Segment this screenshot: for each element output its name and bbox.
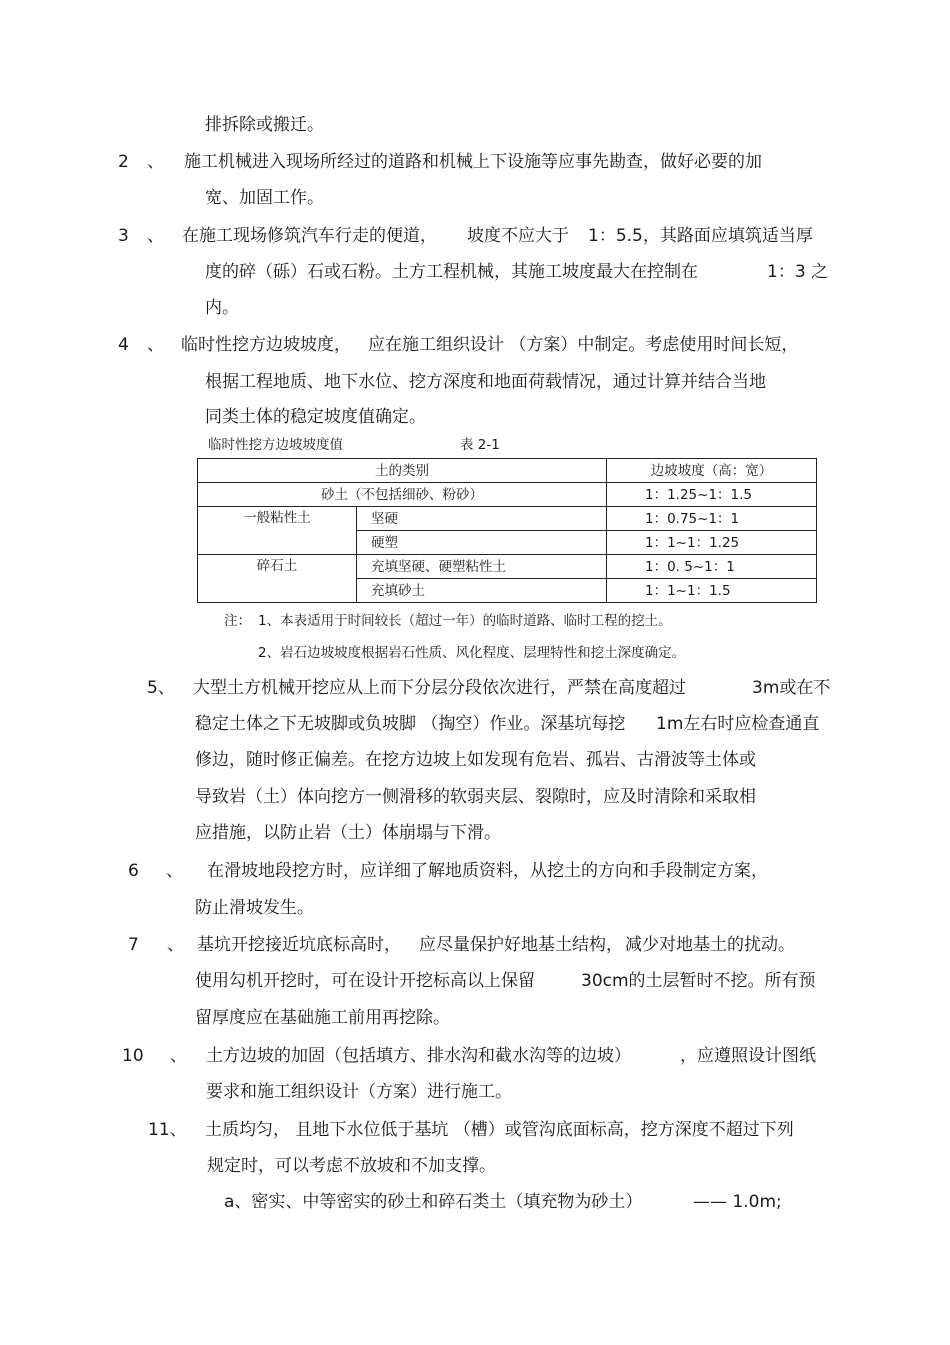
soil-subtype-cell: 充填砂土 <box>357 579 607 603</box>
item-number: 6 <box>128 861 139 881</box>
soil-subtype-cell: 硬塑 <box>357 531 607 555</box>
slope-table <box>197 458 817 603</box>
text-line: 基坑开挖接近坑底标高时， <box>197 935 401 955</box>
table-caption: 临时性挖方边坡坡度值 <box>208 437 343 453</box>
soil-subtype-cell: 充填坚硬、硬塑粘性土 <box>357 555 607 579</box>
note-line: 1、本表适用于时间较长（超过一年）的临时道路、临时工程的挖土。 <box>258 613 672 629</box>
soil-cell: 砂土（不包括细砂、粉砂） <box>198 483 607 507</box>
text-line: 应在施工组织设计 （方案）中制定。考虑使用时间长短， <box>368 335 799 355</box>
text-line: 留厚度应在基础施工前用再挖除。 <box>195 1008 450 1028</box>
text-line: 30cm的土层暂时不挖。所有预 <box>581 971 816 991</box>
text-line: 排拆除或搬迁。 <box>205 115 324 135</box>
table-row <box>198 507 817 531</box>
item-number: 5、 <box>147 678 175 698</box>
text-line: 稳定土体之下无坡脚或负坡脚 （掏空）作业。深基坑每挖 <box>195 714 626 734</box>
slope-cell: 1：1.25~1：1.5 <box>607 483 817 507</box>
header-soil-type: 土的类别 <box>198 459 607 483</box>
item-separator: 、 <box>147 335 164 355</box>
text-line: 防止滑坡发生。 <box>195 898 314 918</box>
slope-cell: 1：1~1：1.5 <box>607 579 817 603</box>
text-line: 根据工程地质、地下水位、挖方深度和地面荷载情况，通过计算并结合当地 <box>205 372 766 392</box>
text-line: 同类土体的稳定坡度值确定。 <box>205 407 426 427</box>
text-line: 坡度不应大于 <box>467 226 569 246</box>
text-line: 临时性挖方边坡坡度， <box>181 335 351 355</box>
text-line: 使用勾机开挖时，可在设计开挖标高以上保留 <box>195 971 535 991</box>
header-slope: 边坡坡度（高：宽） <box>607 459 817 483</box>
slope-cell: 1：1~1：1.25 <box>607 531 817 555</box>
text-line: 1：3 之 <box>767 262 829 282</box>
text-line: 内。 <box>205 298 239 318</box>
text-line: 度的碎（砾）石或石粉。土方工程机械，其施工坡度最大在控制在 <box>205 262 698 282</box>
item-separator: 、 <box>167 935 184 955</box>
item-separator: 、 <box>147 226 164 246</box>
text-line: 要求和施工组织设计（方案）进行施工。 <box>206 1082 512 1102</box>
text-line: 在施工现场修筑汽车行走的便道， <box>182 226 437 246</box>
note-line: 2、岩石边坡坡度根据岩石性质、风化程度、层理特性和挖土深度确定。 <box>258 645 686 661</box>
text-line: 1：5.5，其路面应填筑适当厚 <box>588 226 813 246</box>
item-separator: 、 <box>166 861 183 881</box>
text-line: 修边，随时修正偏差。在挖方边坡上如发现有危岩、孤岩、古滑波等土体或 <box>195 750 756 770</box>
text-line: ，应遵照设计图纸 <box>680 1046 816 1066</box>
table-header-row <box>198 459 817 483</box>
text-line: a、密实、中等密实的砂土和碎石类土（填充物为砂土） <box>224 1192 643 1212</box>
item-number: 2 <box>118 152 129 172</box>
text-line: 土方边坡的加固（包括填方、排水沟和截水沟等的边坡） <box>206 1046 631 1066</box>
text-line: 减少对地基土的扰动。 <box>625 935 795 955</box>
note-label: 注： <box>224 613 251 629</box>
item-separator: 、 <box>170 1046 187 1066</box>
text-line: 土质均匀， 且地下水位低于基坑 （槽）或管沟底面标高，挖方深度不超过下列 <box>205 1120 794 1140</box>
item-number: 3 <box>118 226 129 246</box>
text-line: 大型土方机械开挖应从上而下分层分段依次进行，严禁在高度超过 <box>193 678 686 698</box>
item-number: 4 <box>118 335 129 355</box>
soil-group-cell: 一般粘性土 <box>198 507 357 555</box>
soil-group-cell: 碎石土 <box>198 555 357 603</box>
table-row <box>198 483 817 507</box>
item-number: 10 <box>122 1046 144 1066</box>
slope-cell: 1：0.75~1：1 <box>607 507 817 531</box>
text-line: 应措施，以防止岩（土）体崩塌与下滑。 <box>195 823 501 843</box>
text-line: 应尽量保护好地基土结构， <box>419 935 623 955</box>
text-line: —— 1.0m; <box>693 1192 782 1212</box>
slope-cell: 1：0. 5~1：1 <box>607 555 817 579</box>
table-row <box>198 555 817 579</box>
text-line: 在滑坡地段挖方时，应详细了解地质资料，从挖土的方向和手段制定方案， <box>207 861 768 881</box>
item-number: 7 <box>128 935 139 955</box>
text-line: 3m或在不 <box>752 678 831 698</box>
text-line: 规定时，可以考虑不放坡和不加支撑。 <box>207 1156 496 1176</box>
table-number: 表 2-1 <box>460 437 500 453</box>
soil-subtype-cell: 坚硬 <box>357 507 607 531</box>
text-line: 导致岩（土）体向挖方一侧滑移的软弱夹层、裂隙时，应及时清除和采取相 <box>195 787 756 807</box>
text-line: 施工机械进入现场所经过的道路和机械上下设施等应事先勘查，做好必要的加 <box>184 152 762 172</box>
item-separator: 、 <box>147 152 164 172</box>
item-number: 11、 <box>148 1120 187 1140</box>
text-line: 宽、加固工作。 <box>205 188 324 208</box>
text-line: 1m左右时应检查通直 <box>656 714 820 734</box>
